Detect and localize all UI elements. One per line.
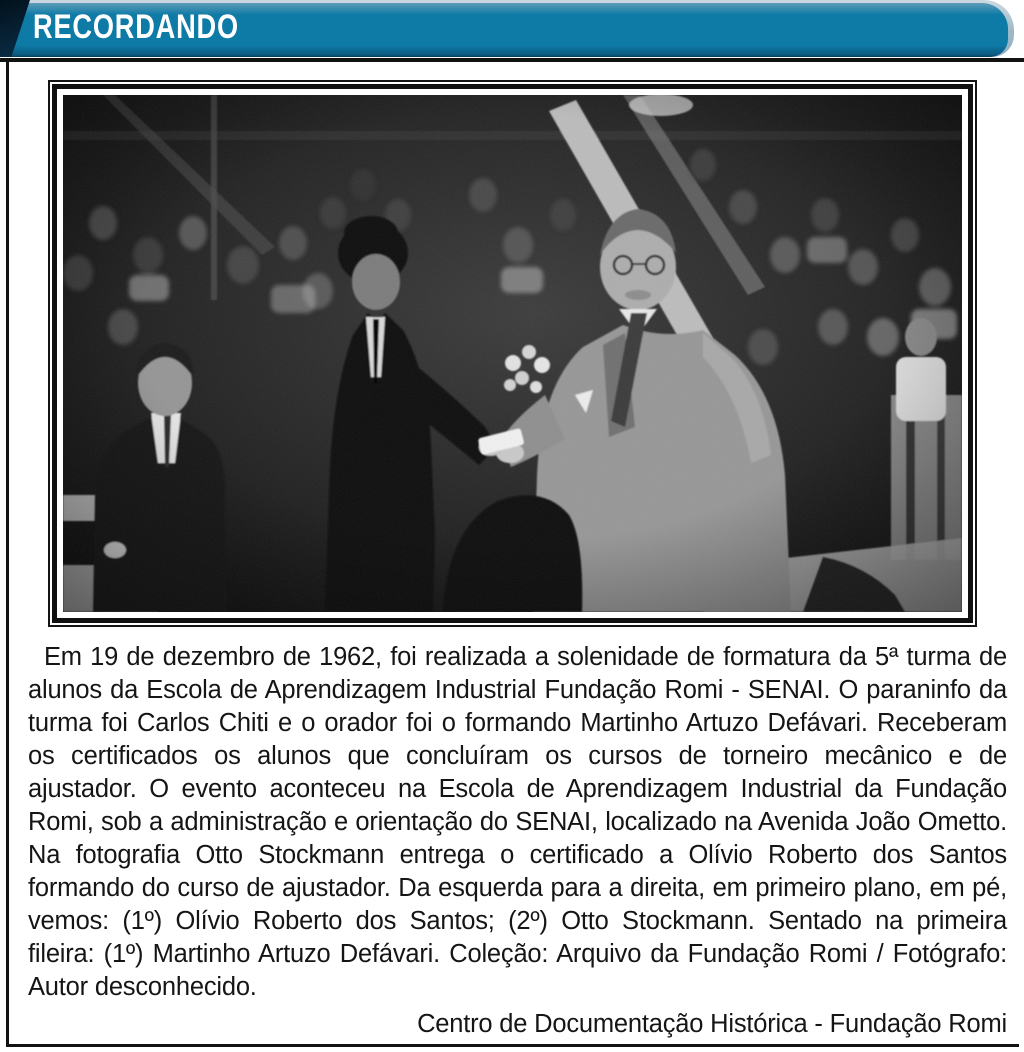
section-title: RECORDANDO: [33, 7, 239, 46]
credit-line: Centro de Documentação Histórica - Fundação Romi: [417, 1010, 1007, 1038]
section-banner: [0, 0, 1014, 57]
left-border-rule: [6, 62, 9, 1046]
photo-matte: [52, 84, 973, 623]
article-paragraph: Em 19 de dezembro de 1962, foi realizada a solenidade de formatura da 5ª turma de alunos da Escola de Aprendizagem Industrial Fundação Romi - SENAI. O paraninfo da turma foi Carlos Chiti e o orador foi o formando Martinho Artuzo Defávari. Receberam os certificados os alunos que concluíram os cursos de torneiro mecânico e de ajustador. O evento aconteceu na Escola de Aprendizagem Industrial da Fundação Romi, sob a administração e orientação do SENAI, localizado na Avenida João Ometto. Na fotografia Otto Stockmann entrega o certificado a Olívio Roberto dos Santos formando do curso de ajustador. Da esquerda para a direita, em primeiro plano, em pé, vemos: (1º) Olívio Roberto dos Santos; (2º) Otto Stockmann. Sentado na primeira fileira: (1º) Martinho Artuzo Defávari. Coleção: Arquivo da Fundação Romi / Fotógrafo: Autor desconhecido.: [28, 643, 1007, 1001]
banner-underline-rule: [0, 58, 1024, 62]
photo-frame: [48, 80, 977, 627]
historical-photo: [63, 95, 962, 612]
bottom-border-rule: [6, 1044, 1019, 1047]
